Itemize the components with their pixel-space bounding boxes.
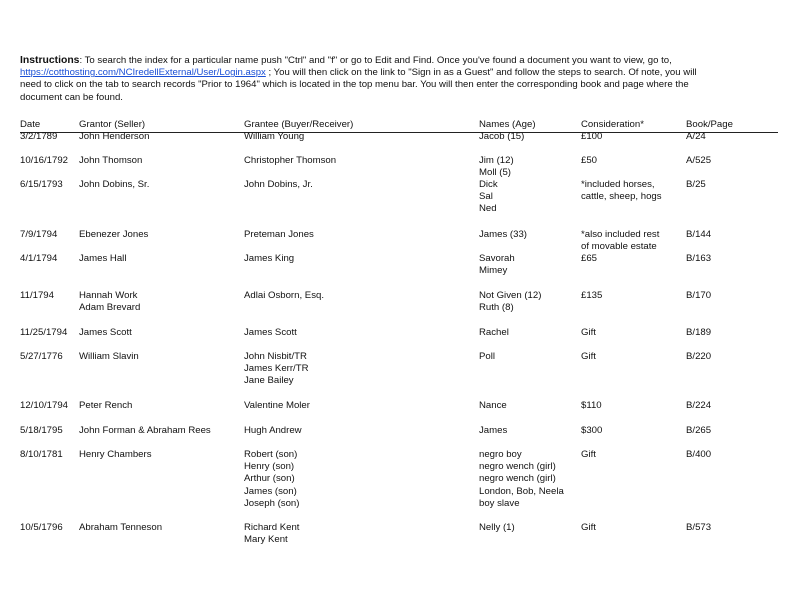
cell-names-line: Savorah — [479, 253, 515, 264]
cell-consideration — [581, 290, 602, 302]
cell-names-line: Poll — [479, 351, 495, 362]
cell-consideration — [581, 327, 596, 339]
cell-grantee — [244, 253, 294, 265]
cell-names-line: Nelly (1) — [479, 522, 515, 533]
cell-grantee-line: Arthur (son) — [244, 473, 295, 485]
cell-grantee — [244, 425, 302, 437]
cell-names-line: Jacob (15) — [479, 131, 525, 142]
cell-grantee-line: Christopher Thomson — [244, 155, 337, 166]
cell-consideration — [581, 131, 602, 143]
cell-grantor-line: William Slavin — [79, 351, 139, 362]
cell-grantee — [244, 290, 324, 302]
cell-names-line: negro wench (girl) — [479, 473, 556, 485]
cell-grantor — [79, 131, 149, 143]
cell-grantor — [79, 449, 152, 461]
header-names: Names (Age) — [479, 119, 536, 130]
cell-names — [479, 425, 507, 437]
cell-grantee-line: Hugh Andrew — [244, 425, 302, 436]
cell-consideration — [581, 449, 596, 461]
cell-grantor — [79, 253, 126, 265]
cell-consideration — [581, 253, 597, 265]
cell-consideration — [581, 155, 597, 167]
cell-date: 5/18/1795 — [20, 425, 63, 436]
cell-date: 6/15/1793 — [20, 179, 63, 190]
cell-consideration — [581, 522, 596, 534]
cell-grantee — [244, 327, 297, 339]
cell-consideration-line: *included horses, — [581, 179, 655, 190]
cell-grantee-line: James (son) — [244, 485, 297, 497]
cell-grantor — [79, 400, 132, 412]
cell-names-line: Sal — [479, 191, 493, 203]
cell-grantee — [244, 179, 313, 191]
cell-consideration-line: $110 — [581, 400, 602, 411]
cell-book-page: B/189 — [686, 327, 712, 338]
cell-names-line: James — [479, 425, 508, 436]
cell-grantee-line: Joseph (son) — [244, 497, 300, 509]
cell-date: 7/9/1794 — [20, 229, 58, 240]
cell-grantee — [244, 449, 299, 510]
cell-grantor-line: Ebenezer Jones — [79, 229, 149, 240]
cell-names — [479, 155, 514, 179]
cell-names — [479, 449, 564, 510]
instructions-text-before-link: : To search the index for a particular name push "Ctrl" and "f" or go to Edit and Find. Once you've found a document you want to view, go to, — [79, 55, 672, 66]
cell-date: 11/25/1794 — [20, 327, 68, 338]
cell-names-line: Rachel — [479, 327, 509, 338]
cell-grantee-line: Henry (son) — [244, 461, 295, 473]
header-grantor: Grantor (Seller) — [79, 119, 146, 130]
cell-names-line: Nance — [479, 400, 507, 411]
cell-grantor — [79, 425, 211, 437]
cell-grantee-line: Preteman Jones — [244, 229, 314, 240]
cell-consideration-line: Gift — [581, 351, 596, 362]
cell-grantor — [79, 327, 132, 339]
cell-book-page: B/573 — [686, 522, 712, 533]
cell-grantor-line: Peter Rench — [79, 400, 133, 411]
cell-grantor-line: Henry Chambers — [79, 449, 152, 460]
cell-grantee — [244, 229, 314, 241]
cell-grantee-line: Jane Bailey — [244, 375, 294, 387]
cell-grantor-line: Abraham Tenneson — [79, 522, 163, 533]
cell-grantor — [79, 229, 148, 241]
cell-names-line: Dick — [479, 179, 498, 190]
cell-grantor-line: John Dobins, Sr. — [79, 179, 150, 190]
cell-names — [479, 229, 527, 241]
cell-grantor — [79, 290, 140, 314]
cell-consideration-line: $300 — [581, 425, 603, 436]
cell-names-line: Ned — [479, 203, 497, 215]
cell-consideration-line: Gift — [581, 327, 596, 338]
cell-consideration-line: cattle, sheep, hogs — [581, 191, 662, 203]
cell-names — [479, 400, 507, 412]
cell-grantor-line: John Forman & Abraham Rees — [79, 425, 211, 436]
cell-consideration — [581, 179, 662, 203]
records-table — [20, 119, 778, 546]
cell-grantor — [79, 522, 162, 534]
cell-names-line: negro wench (girl) — [479, 461, 556, 473]
cell-names — [479, 253, 515, 277]
cell-grantee-line: Adlai Osborn, Esq. — [244, 290, 324, 301]
cell-consideration — [581, 425, 602, 437]
cell-names-line: Jim (12) — [479, 155, 514, 166]
login-link[interactable]: https://cotthosting.com/NCIredellExternal/User/Login.aspx — [20, 67, 266, 79]
cell-grantee — [244, 522, 299, 546]
cell-grantee-line: James Kerr/TR — [244, 363, 309, 375]
cell-names — [479, 522, 515, 534]
cell-names — [479, 131, 524, 143]
cell-grantee-line: Valentine Moler — [244, 400, 310, 411]
cell-date: 10/16/1792 — [20, 155, 69, 166]
instructions-paragraph — [20, 55, 710, 104]
cell-grantor-line: Hannah Work — [79, 290, 138, 301]
header-date: Date — [20, 119, 41, 130]
cell-book-page: B/224 — [686, 400, 712, 411]
cell-grantor-line: John Thomson — [79, 155, 143, 166]
cell-grantee-line: James King — [244, 253, 295, 264]
cell-consideration — [581, 351, 596, 363]
cell-date: 10/5/1796 — [20, 522, 63, 533]
cell-book-page: A/24 — [686, 131, 706, 142]
cell-grantee-line: Richard Kent — [244, 522, 300, 533]
cell-date: 12/10/1794 — [20, 400, 69, 411]
cell-grantor — [79, 351, 139, 363]
cell-date: 4/1/1794 — [20, 253, 58, 264]
cell-consideration — [581, 400, 602, 412]
cell-consideration — [581, 229, 659, 253]
cell-book-page: A/525 — [686, 155, 712, 166]
cell-consideration-line: £65 — [581, 253, 598, 264]
cell-grantee-line: Mary Kent — [244, 534, 288, 546]
cell-names-line: boy slave — [479, 497, 520, 509]
cell-grantee-line: Robert (son) — [244, 449, 298, 460]
cell-grantor-line: Adam Brevard — [79, 302, 141, 314]
cell-names — [479, 179, 498, 216]
cell-names-line: Not Given (12) — [479, 290, 542, 301]
cell-book-page: B/265 — [686, 425, 712, 436]
cell-grantee — [244, 131, 304, 143]
cell-grantee-line: John Dobins, Jr. — [244, 179, 313, 190]
cell-date: 8/10/1781 — [20, 449, 63, 460]
cell-grantor-line: John Henderson — [79, 131, 150, 142]
cell-date: 5/27/1776 — [20, 351, 63, 362]
cell-book-page: B/170 — [686, 290, 712, 301]
cell-grantor — [79, 155, 142, 167]
cell-grantor-line: James Hall — [79, 253, 127, 264]
cell-names-line: negro boy — [479, 449, 522, 460]
cell-consideration-line: £135 — [581, 290, 603, 301]
cell-consideration-line: Gift — [581, 522, 596, 533]
cell-names-line: Mimey — [479, 265, 508, 277]
instructions-label: Instructions — [20, 55, 80, 66]
cell-grantee — [244, 155, 336, 167]
cell-grantee-line: John Nisbit/TR — [244, 351, 307, 362]
cell-grantee — [244, 400, 310, 412]
cell-consideration-line: of movable estate — [581, 241, 657, 253]
cell-names — [479, 327, 509, 339]
cell-names-line: James (33) — [479, 229, 527, 240]
cell-book-page: B/220 — [686, 351, 712, 362]
cell-names-line: Moll (5) — [479, 167, 511, 179]
cell-book-page: B/163 — [686, 253, 712, 264]
cell-date: 3/2/1789 — [20, 131, 58, 142]
cell-names — [479, 290, 541, 314]
cell-book-page: B/144 — [686, 229, 712, 240]
cell-consideration-line: £50 — [581, 155, 598, 166]
cell-grantee-line: William Young — [244, 131, 305, 142]
cell-names — [479, 351, 495, 363]
cell-consideration-line: *also included rest — [581, 229, 660, 240]
instructions-text-after-link: ; You will then click on the link to "Sign in as a Guest" and follow the steps to search. Of note, you will need to click on the tab to search records "Prior to 1964" which is located in the top menu bar. You will then enter the corresponding book and page where the document can be found. — [20, 67, 697, 103]
cell-grantor-line: James Scott — [79, 327, 132, 338]
header-consideration: Consideration* — [581, 119, 644, 130]
cell-names-line: Ruth (8) — [479, 302, 514, 314]
header-book-page: Book/Page — [686, 119, 733, 130]
cell-grantor — [79, 179, 149, 191]
cell-book-page: B/25 — [686, 179, 706, 190]
cell-consideration-line: £100 — [581, 131, 603, 142]
cell-date: 11/1794 — [20, 290, 54, 301]
cell-grantee-line: James Scott — [244, 327, 297, 338]
cell-grantee — [244, 351, 309, 388]
cell-book-page: B/400 — [686, 449, 712, 460]
header-grantee: Grantee (Buyer/Receiver) — [244, 119, 354, 130]
cell-consideration-line: Gift — [581, 449, 596, 460]
cell-names-line: London, Bob, Neela — [479, 485, 564, 497]
